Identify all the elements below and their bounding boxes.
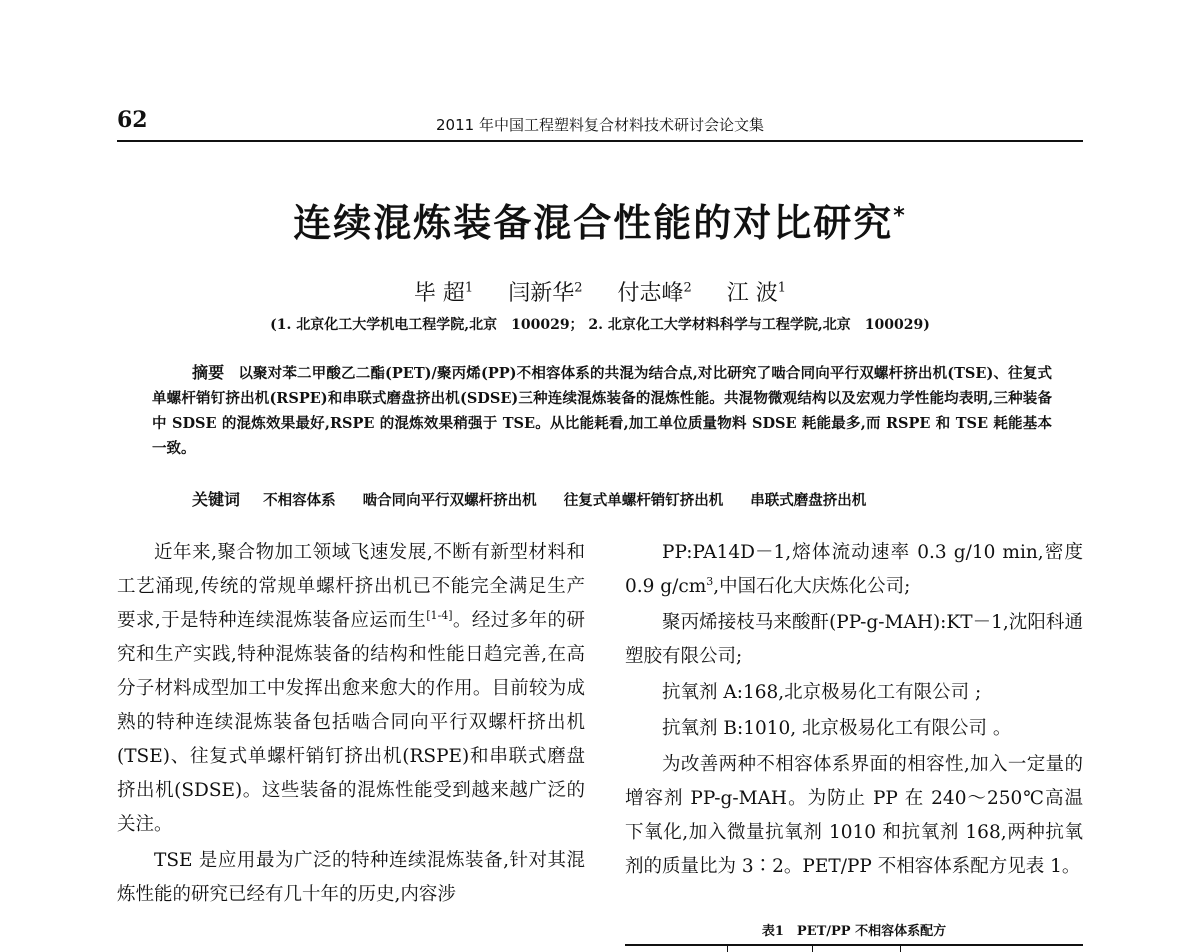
table-column-divider	[727, 944, 728, 952]
keyword: 啮合同向平行双螺杆挤出机	[362, 492, 537, 509]
author	[727, 281, 786, 306]
author-affiliation-mark: 2	[574, 280, 583, 296]
table-top-rule	[625, 944, 1083, 946]
paragraph	[117, 536, 585, 842]
keyword: 往复式单螺杆销钉挤出机	[563, 492, 724, 509]
table-column-divider	[812, 944, 813, 952]
table-column-divider	[900, 944, 901, 952]
running-header: 2011 年中国工程塑料复合材料技术研讨会论文集	[436, 116, 764, 134]
paragraph-text: ,中国石化大庆炼化公司;	[713, 576, 911, 597]
paragraph: 抗氧剂 B:1010, 北京极易化工有限公司 。	[662, 718, 1012, 739]
author-name: 闫新华	[508, 281, 575, 306]
affiliations: (1. 北京化工大学机电工程学院,北京 100029； 2. 北京化工大学材料科学与工程学院,北京 100029)	[270, 317, 930, 333]
paragraph-text: 。经过多年的研究和生产实践,特种混炼装备的结构和性能日趋完善,在高分子材料成型加工中发挥出愈来愈大的作用。目前较为成熟的特种连续混炼装备包括啮合同向平行双螺杆挤出机(TSE)、往复式单螺杆销钉挤出机(RSPE)和串联式磨盘挤出机(SDSE)。这些装备的混炼性能受到越来越广泛的关注。	[117, 610, 585, 835]
author-affiliation-mark: 1	[464, 280, 474, 296]
paper-title	[0, 192, 1200, 247]
title-footnote-mark: *	[893, 203, 907, 229]
superscript: 3	[706, 574, 714, 588]
paragraph	[625, 536, 1083, 604]
author-affiliation-mark: 2	[683, 280, 692, 296]
paragraph-text: PP:PA14D－1,熔体流动速率 0.3 g/10 min,密度0.9 g/cm	[625, 542, 1083, 597]
body-column-left	[117, 536, 585, 914]
body-column-right	[625, 536, 1083, 886]
paragraph: 抗氧剂 A:168,北京极易化工有限公司 ;	[662, 682, 982, 703]
paragraph: TSE 是应用最为广泛的特种连续混炼装备,针对其混炼性能的研究已经有几十年的历史,内容涉	[117, 850, 585, 905]
paragraph: 为改善两种不相容体系界面的相容性,加入一定量的增容剂 PP-g-MAH。为防止 PP 在 240～250℃高温下氧化,加入微量抗氧剂 1010 和抗氧剂 168,两种抗氧剂的质量比为 3∶2。PET/PP 不相容体系配方见表 1。	[625, 754, 1083, 877]
keywords	[192, 487, 1072, 510]
author	[508, 281, 582, 306]
keywords-label: 关键词	[192, 490, 241, 509]
author-name: 江 波	[726, 281, 778, 306]
author-affiliation-mark: 1	[777, 280, 787, 296]
author-name: 毕 超	[413, 281, 465, 306]
author-list	[0, 276, 1200, 307]
keyword: 串联式磨盘挤出机	[750, 492, 867, 509]
paragraph-text: 近年来,聚合物加工领域飞速发展,不断有新型材料和工艺涌现,传统的常规单螺杆挤出机已不能完全满足生产要求,于是特种连续混炼装备应运而生	[117, 542, 585, 631]
paragraph: 聚丙烯接枝马来酸酐(PP-g-MAH):KT－1,沈阳科通塑胶有限公司;	[625, 612, 1083, 667]
author	[618, 281, 692, 306]
abstract-text: 以聚对苯二甲酸乙二酯(PET)/聚丙烯(PP)不相容体系的共混为结合点,对比研究了啮合同向平行双螺杆挤出机(TSE)、往复式单螺杆销钉挤出机(RSPE)和串联式磨盘挤出机(SDSE)三种连续混炼装备的混炼性能。共混物微观结构以及宏观力学性能均表明,三种装备中 SDSE 的混炼效果最好,RSPE 的混炼效果稍强于 TSE。从比能耗看,加工单位质量物料 SDSE 耗能最多,而 RSPE 和 TSE 耗能基本一致。	[152, 365, 1052, 457]
page-number: 62	[117, 107, 148, 133]
paper-title-text: 连续混炼装备混合性能的对比研究	[293, 201, 894, 245]
citation[interactable]: [1-4]	[426, 608, 453, 622]
header-rule	[117, 140, 1083, 142]
author-name: 付志峰	[617, 281, 684, 306]
author	[414, 281, 473, 306]
abstract-label: 摘要	[192, 363, 225, 382]
table-caption: 表1 PET/PP 不相容体系配方	[761, 924, 947, 939]
keyword: 不相容体系	[263, 492, 336, 509]
abstract	[152, 360, 1052, 461]
